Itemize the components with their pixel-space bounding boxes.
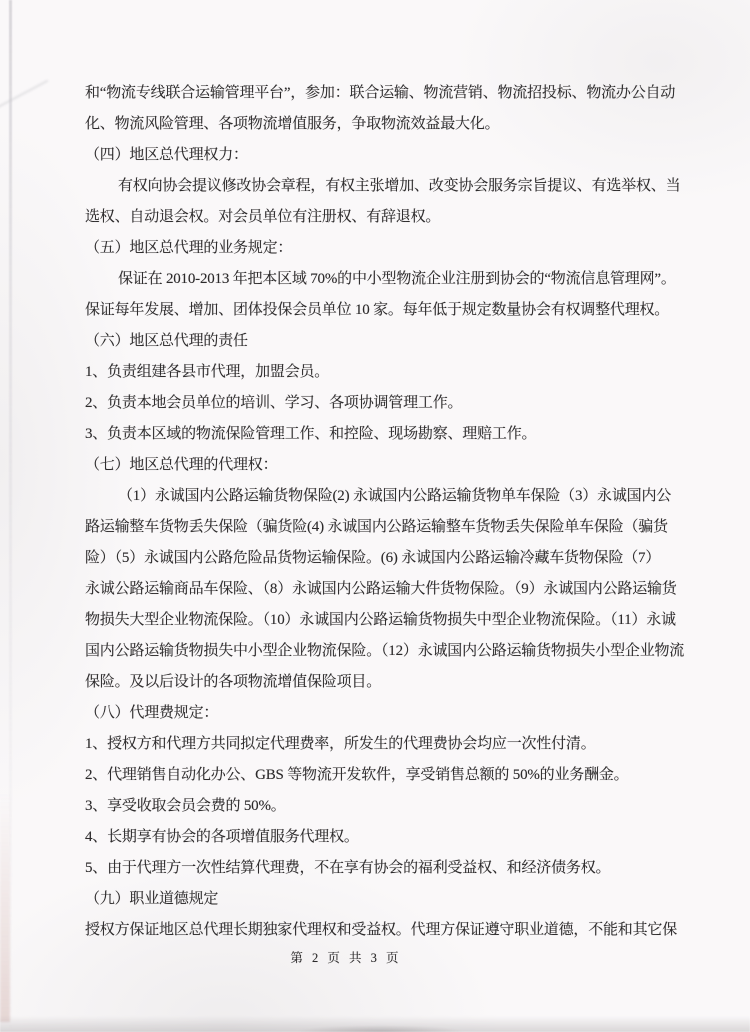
text-line: 1、授权方和代理方共同拟定代理费率，所发生的代理费协会均应一次性付清。: [85, 736, 596, 752]
text-line: 永诚公路运输商品车保险、（8）永诚国内公路运输大件货物保险。（9）永诚国内公路运输货: [85, 581, 677, 597]
text-line: 保证每年发展、增加、团体投保会员单位 10 家。每年低于规定数量协会有权调整代理权。: [85, 302, 670, 318]
text-line: （四）地区总代理权力：: [85, 147, 248, 163]
text-line: 1、负责组建各县市代理，加盟会员。: [85, 364, 330, 380]
text-line: （八）代理费规定：: [85, 705, 219, 721]
text-line: 授权方保证地区总代理长期独家代理权和受益权。代理方保证遵守职业道德，不能和其它保: [85, 922, 678, 938]
text-line: 物损失大型企业物流保险。（10）永诚国内公路运输货物损失中型企业物流保险。（11）永诚: [85, 612, 676, 628]
page-number-footer: 第 2 页 共 3 页: [290, 951, 402, 965]
text-line: 4、长期享有协会的各项增值服务代理权。: [85, 829, 359, 845]
text-line: 路运输整车货物丢失保险（骗货险(4) 永诚国内公路运输整车货物丢失保险单车保险（骗货: [85, 519, 668, 535]
scan-shadow-bottom: [0, 1016, 750, 1032]
text-line: （五）地区总代理的业务规定：: [85, 240, 293, 256]
text-line: 和“物流专线联合运输管理平台”，参加：联合运输、物流营销、物流招投标、物流办公自动: [85, 85, 676, 101]
text-line: 保证在 2010-2013 年把本区域 70%的中小型物流企业注册到协会的“物流信息管理网”。: [118, 271, 676, 287]
text-line: 2、代理销售自动化办公、GBS 等物流开发软件，享受销售总额的 50%的业务酬金。: [85, 767, 629, 783]
text-line: （七）地区总代理的代理权：: [85, 457, 278, 473]
text-line: 化、物流风险管理、各项物流增值服务，争取物流效益最大化。: [85, 116, 500, 132]
text-line: 有权向协会提议修改协会章程，有权主张增加、改变协会服务宗旨提议、有选举权、当: [118, 178, 681, 194]
scan-smudge-bottom-left: [0, 792, 10, 1022]
text-line: 选权、自动退会权。对会员单位有注册权、有辞退权。: [85, 209, 441, 225]
text-line: （1）永诚国内公路运输货物保险(2) 永诚国内公路运输货物单车保险（3）永诚国内公: [118, 488, 672, 504]
text-line: 2、负责本地会员单位的培训、学习、各项协调管理工作。: [85, 395, 463, 411]
text-line: 3、享受收取会员会费的 50%。: [85, 798, 286, 814]
text-line: 险）（5）永诚国内公路危险品货物运输保险。(6) 永诚国内公路运输冷藏车货物保险（7）: [85, 550, 661, 566]
text-line: （九）职业道德规定: [85, 891, 219, 907]
text-line: 国内公路运输货物损失中小型企业物流保险。（12）永诚国内公路运输货物损失小型企业物流: [85, 643, 685, 659]
paper-crease-diagonal: [0, 80, 48, 115]
text-line: 保险。及以后设计的各项物流增值保险项目。: [85, 674, 382, 690]
document-body: [85, 78, 703, 946]
text-line: 3、负责本区域的物流保险管理工作、和控险、现场勘察、理赔工作。: [85, 426, 537, 442]
text-line: 5、由于代理方一次性结算代理费，不在享有协会的福利受益权、和经济债务权。: [85, 860, 611, 876]
text-line: （六）地区总代理的责任: [85, 333, 248, 349]
